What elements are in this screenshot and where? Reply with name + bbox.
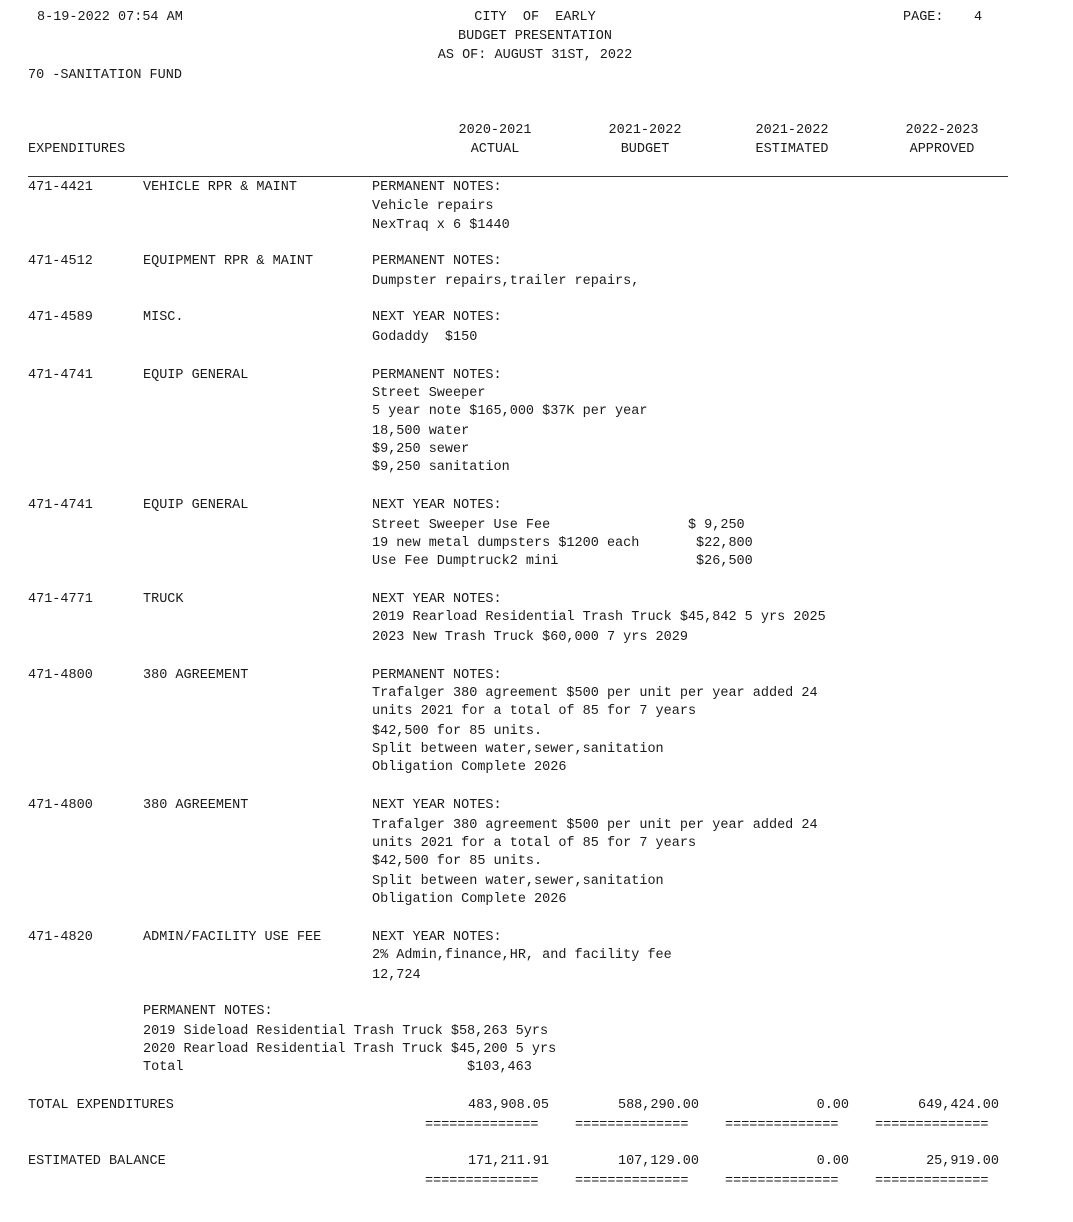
col1-year: 2020-2021 bbox=[458, 123, 532, 138]
note-type: PERMANENT NOTES: bbox=[372, 180, 502, 195]
account-name: EQUIP GENERAL bbox=[143, 498, 249, 513]
balance-approved: 25,919.00 bbox=[926, 1154, 999, 1169]
account-name: VEHICLE RPR & MAINT bbox=[143, 180, 297, 195]
note-type: PERMANENT NOTES: bbox=[372, 368, 502, 383]
col3-type: ESTIMATED bbox=[755, 142, 829, 157]
account-name: EQUIPMENT RPR & MAINT bbox=[143, 254, 314, 269]
col1-type: ACTUAL bbox=[470, 142, 520, 157]
note-line: Street Sweeper Use Fee $ 9,250 bbox=[372, 518, 745, 533]
note-line: Split between water,sewer,sanitation bbox=[372, 742, 664, 757]
double-rule: ============== bbox=[575, 1174, 689, 1189]
note-line: 18,500 water bbox=[372, 424, 470, 439]
balance-budget: 107,129.00 bbox=[617, 1154, 699, 1169]
report-datetime: 8-19-2022 07:54 AM bbox=[37, 10, 183, 25]
note-line: Use Fee Dumptruck2 mini $26,500 bbox=[372, 554, 753, 569]
note-line: Dumpster repairs,trailer repairs, bbox=[372, 274, 640, 289]
account-code: 471-4800 bbox=[28, 668, 93, 683]
note-line: 2019 Rearload Residential Trash Truck $45,842 5 yrs 2025 bbox=[372, 610, 826, 625]
note-line: 5 year note $165,000 $37K per year bbox=[372, 404, 648, 419]
note-line: Total $103,463 bbox=[143, 1060, 532, 1075]
note-type: PERMANENT NOTES: bbox=[143, 1004, 273, 1019]
account-name: 380 AGREEMENT bbox=[143, 798, 249, 813]
section-label: EXPENDITURES bbox=[28, 142, 126, 157]
col2-type: BUDGET bbox=[620, 142, 670, 157]
account-code: 471-4512 bbox=[28, 254, 93, 269]
total-budget: 588,290.00 bbox=[617, 1098, 699, 1113]
note-type: NEXT YEAR NOTES: bbox=[372, 592, 502, 607]
note-line: units 2021 for a total of 85 for 7 years bbox=[372, 704, 697, 719]
fund-name: 70 -SANITATION FUND bbox=[28, 68, 182, 83]
note-line: 2023 New Trash Truck $60,000 7 yrs 2029 bbox=[372, 630, 688, 645]
account-name: TRUCK bbox=[143, 592, 184, 607]
double-rule: ============== bbox=[425, 1118, 539, 1133]
note-type: NEXT YEAR NOTES: bbox=[372, 310, 502, 325]
organization-name: CITY OF EARLY bbox=[474, 10, 596, 25]
account-code: 471-4421 bbox=[28, 180, 93, 195]
page-label: PAGE: bbox=[903, 10, 944, 25]
balance-estimated: 0.00 bbox=[816, 1154, 849, 1169]
col4-year: 2022-2023 bbox=[905, 123, 979, 138]
account-code: 471-4820 bbox=[28, 930, 93, 945]
account-code: 471-4771 bbox=[28, 592, 93, 607]
note-line: Street Sweeper bbox=[372, 386, 486, 401]
note-line: Obligation Complete 2026 bbox=[372, 892, 567, 907]
account-code: 471-4589 bbox=[28, 310, 93, 325]
account-name: ADMIN/FACILITY USE FEE bbox=[143, 930, 322, 945]
note-type: NEXT YEAR NOTES: bbox=[372, 930, 502, 945]
account-code: 471-4741 bbox=[28, 498, 93, 513]
double-rule: ============== bbox=[725, 1174, 839, 1189]
account-name: EQUIP GENERAL bbox=[143, 368, 249, 383]
note-line: $42,500 for 85 units. bbox=[372, 724, 543, 739]
note-line: 12,724 bbox=[372, 968, 421, 983]
note-line: 19 new metal dumpsters $1200 each $22,800 bbox=[372, 536, 753, 551]
note-line: Trafalger 380 agreement $500 per unit per year added 24 bbox=[372, 686, 818, 701]
page-number: 4 bbox=[974, 10, 983, 25]
double-rule: ============== bbox=[875, 1118, 989, 1133]
note-line: Obligation Complete 2026 bbox=[372, 760, 567, 775]
double-rule: ============== bbox=[575, 1118, 689, 1133]
account-code: 471-4741 bbox=[28, 368, 93, 383]
account-name: MISC. bbox=[143, 310, 184, 325]
total-approved: 649,424.00 bbox=[917, 1098, 999, 1113]
double-rule: ============== bbox=[725, 1118, 839, 1133]
note-line: Vehicle repairs bbox=[372, 199, 494, 214]
balance-label: ESTIMATED BALANCE bbox=[28, 1154, 166, 1169]
note-line: Split between water,sewer,sanitation bbox=[372, 874, 664, 889]
note-line: units 2021 for a total of 85 for 7 years bbox=[372, 836, 697, 851]
note-line: Trafalger 380 agreement $500 per unit per year added 24 bbox=[372, 818, 818, 833]
note-line: 2019 Sideload Residential Trash Truck $58,263 5yrs bbox=[143, 1024, 549, 1039]
total-label: TOTAL EXPENDITURES bbox=[28, 1098, 174, 1113]
note-line: NexTraq x 6 $1440 bbox=[372, 218, 510, 233]
as-of-date: AS OF: AUGUST 31ST, 2022 bbox=[437, 48, 633, 63]
note-line: $9,250 sanitation bbox=[372, 460, 510, 475]
account-code: 471-4800 bbox=[28, 798, 93, 813]
account-name: 380 AGREEMENT bbox=[143, 668, 249, 683]
note-type: PERMANENT NOTES: bbox=[372, 668, 502, 683]
col2-year: 2021-2022 bbox=[608, 123, 682, 138]
note-line: 2% Admin,finance,HR, and facility fee bbox=[372, 948, 672, 963]
note-line: $42,500 for 85 units. bbox=[372, 854, 543, 869]
note-line: Godaddy $150 bbox=[372, 330, 478, 345]
note-type: NEXT YEAR NOTES: bbox=[372, 798, 502, 813]
header-rule bbox=[28, 176, 1008, 177]
balance-actual: 171,211.91 bbox=[467, 1154, 549, 1169]
total-actual: 483,908.05 bbox=[467, 1098, 549, 1113]
note-line: 2020 Rearload Residential Trash Truck $45,200 5 yrs bbox=[143, 1042, 557, 1057]
report-title: BUDGET PRESENTATION bbox=[458, 29, 612, 44]
note-type: PERMANENT NOTES: bbox=[372, 254, 502, 269]
total-estimated: 0.00 bbox=[816, 1098, 849, 1113]
note-type: NEXT YEAR NOTES: bbox=[372, 498, 502, 513]
note-line: $9,250 sewer bbox=[372, 442, 470, 457]
double-rule: ============== bbox=[875, 1174, 989, 1189]
double-rule: ============== bbox=[425, 1174, 539, 1189]
col3-year: 2021-2022 bbox=[755, 123, 829, 138]
col4-type: APPROVED bbox=[909, 142, 975, 157]
